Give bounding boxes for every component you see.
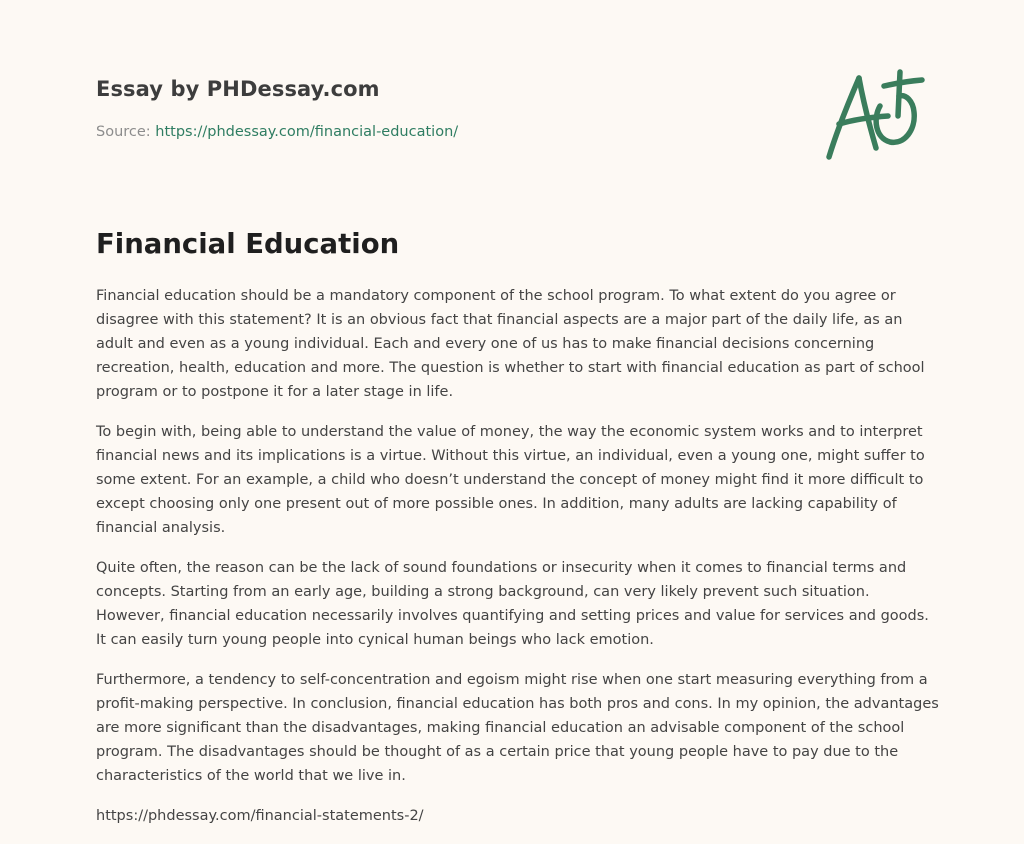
essay-paragraph: To begin with, being able to understand the value of money, the way the economic system works and to interpret financial news and its implications is a virtue. Without this virtue, an individual, even a young one, might suffer to some extent. For an example, a child who doesn’t understand the concept of money might find it more difficult to except choosing only one present out of more possible ones. In addition, many adults are lacking capability of financial analysis. (96, 424, 925, 536)
site-title: Essay by PHDessay.com (96, 77, 380, 101)
page-header (96, 74, 736, 140)
reference-link[interactable]: https://phdessay.com/financial-statements-2/ (96, 808, 424, 824)
essay-paragraph: Financial education should be a mandatory component of the school program. To what extent do you agree or disagree with this statement? It is an obvious fact that financial aspects are a major part of the daily life, as an adult and even as a young individual. Each and every one of us has to make financial decisions concerning recreation, health, education and more. The question is whether to start with financial education as part of school program or to postpone it for a later stage in life. (96, 288, 925, 400)
source-line (96, 124, 458, 140)
essay-paragraph: Furthermore, a tendency to self-concentration and egoism might rise when one start measuring everything from a profit-making perspective. In conclusion, financial education has both pros and cons. In my opinion, the advantages are more significant than the disadvantages, making financial education an advisable component of the school program. The disadvantages should be thought of as a certain price that young people have to pay due to the characteristics of the world that we live in. (96, 672, 939, 784)
source-link[interactable]: https://phdessay.com/financial-education/ (155, 124, 459, 140)
essay-title: Financial Education (96, 228, 400, 260)
a-plus-grade-icon (818, 66, 930, 168)
essay-body (96, 284, 941, 804)
essay-paragraph: Quite often, the reason can be the lack of sound foundations or insecurity when it comes to financial terms and concepts. Starting from an early age, building a strong background, can very likely prevent such situation. However, financial education necessarily involves quantifying and setting prices and value for services and goods. It can easily turn young people into cynical human beings who lack emotion. (96, 560, 929, 648)
source-label: Source: (96, 124, 151, 140)
